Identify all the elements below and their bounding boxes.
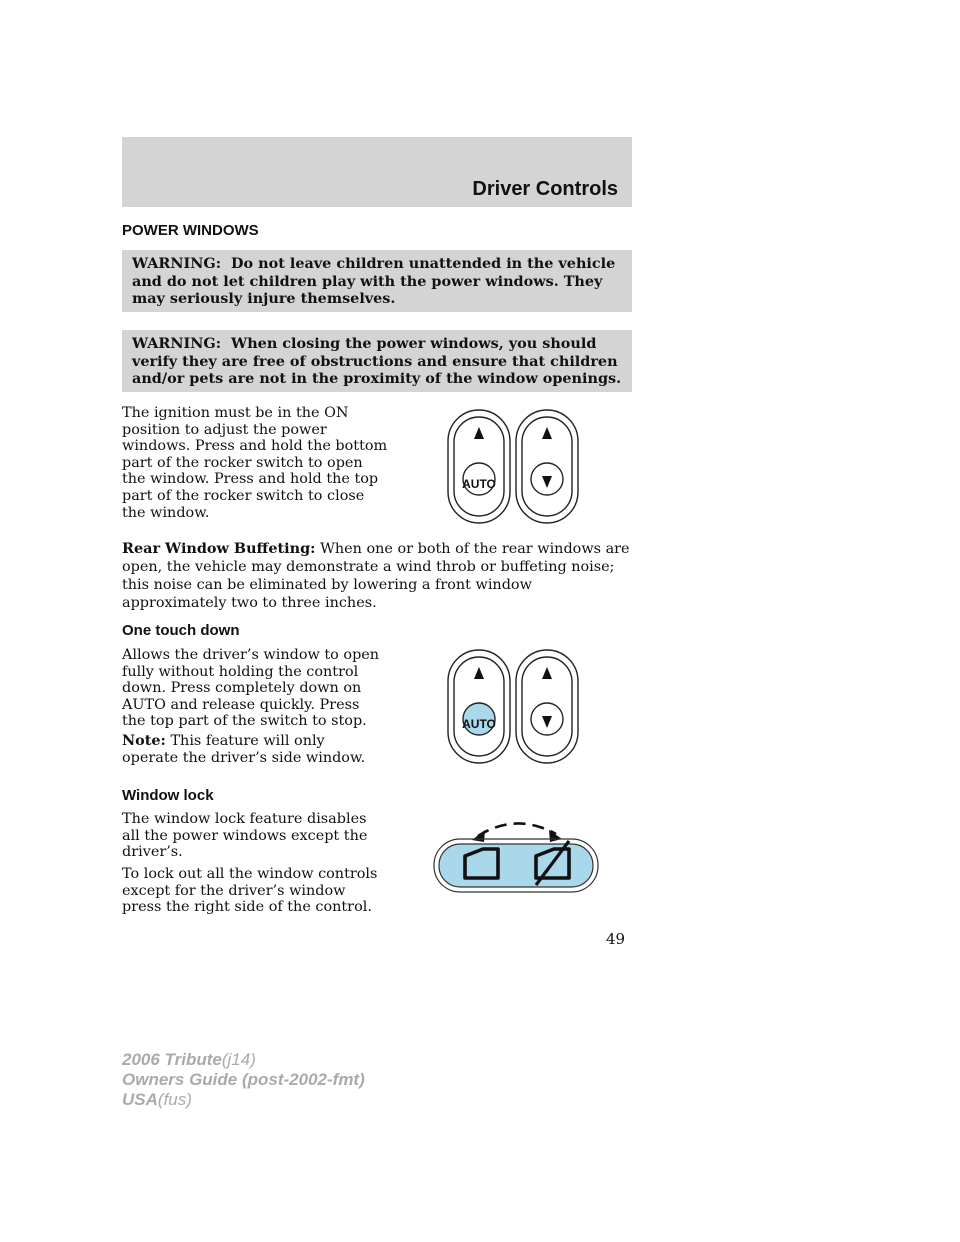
- intro-paragraph: The ignition must be in the ON position to adjust the power windows. Press and hold the bottom part of the rocker switch to open the window. Press and hold the top part of the rocker switch to close the window.: [122, 405, 388, 521]
- warning-label: WARNING:: [132, 335, 222, 352]
- up-arrow-icon: [542, 667, 552, 679]
- up-arrow-icon: [474, 427, 484, 439]
- left-arrowhead-icon: [472, 830, 485, 842]
- up-arrow-icon: [542, 427, 552, 439]
- footer-guide: Owners Guide (post-2002-fmt): [122, 1070, 365, 1089]
- toggle-arc: [478, 823, 556, 836]
- window-lock-heading: Window lock: [122, 787, 214, 804]
- auto-label: AUTO: [462, 477, 496, 491]
- driver-window-switch: [448, 650, 510, 763]
- one-touch-heading: One touch down: [122, 622, 240, 639]
- power-window-switch-figure: [440, 408, 590, 526]
- down-arrow-icon: [542, 476, 552, 488]
- passenger-window-switch: [516, 650, 578, 763]
- note-text: This feature will only operate the driver’s side window.: [122, 733, 366, 766]
- down-arrow-icon: [542, 716, 552, 728]
- window-lock-paragraph-2: To lock out all the window controls except for the driver’s window press the right side of the control.: [122, 866, 378, 916]
- window-lock-paragraph-1: The window lock feature disables all the power windows except the driver’s.: [122, 811, 368, 861]
- note-label: Note:: [122, 732, 166, 749]
- warning-box-children: [122, 250, 632, 312]
- warning-label: WARNING:: [132, 255, 222, 272]
- footer-market-code: (fus): [157, 1090, 192, 1109]
- footer-model-code: (j14): [221, 1050, 256, 1069]
- passenger-window-switch: [516, 410, 578, 523]
- buffeting-label: Rear Window Buffeting:: [122, 540, 316, 557]
- auto-label: AUTO: [462, 717, 496, 731]
- buffeting-text: When one or both of the rear windows are open, the vehicle may demonstrate a wind throb or buffeting noise; this noise can be eliminated by lowering a front window approximately two to three inches.: [122, 541, 630, 611]
- driver-window-switch: [448, 410, 510, 523]
- window-lock-figure: [430, 812, 602, 894]
- buffeting-paragraph: [122, 540, 632, 612]
- header-bar: [122, 137, 632, 207]
- footer-model: 2006 Tribute: [122, 1050, 222, 1069]
- footer-market: USA: [122, 1090, 158, 1109]
- section-title: POWER WINDOWS: [122, 222, 259, 239]
- footer: [122, 1050, 365, 1110]
- one-touch-paragraph: Allows the driver’s window to open fully without holding the control down. Press completely down on AUTO and release quickly. Press the top part of the switch to stop.: [122, 647, 380, 730]
- right-arrowhead-icon: [549, 830, 562, 842]
- warning-text: Do not leave children unattended in the vehicle and do not let children play with the power windows. They may seriously injure themselves.: [132, 255, 616, 307]
- page-number: 49: [606, 930, 626, 948]
- up-arrow-icon: [474, 667, 484, 679]
- one-touch-note: [122, 733, 384, 766]
- warning-text: When closing the power windows, you should verify they are free of obstructions and ensure that children and/or pets are not in the proximity of the window openings.: [132, 335, 622, 387]
- window-icon: [465, 849, 498, 878]
- chapter-title: Driver Controls: [472, 178, 618, 200]
- warning-box-obstructions: [122, 330, 632, 392]
- one-touch-switch-figure: [440, 648, 590, 766]
